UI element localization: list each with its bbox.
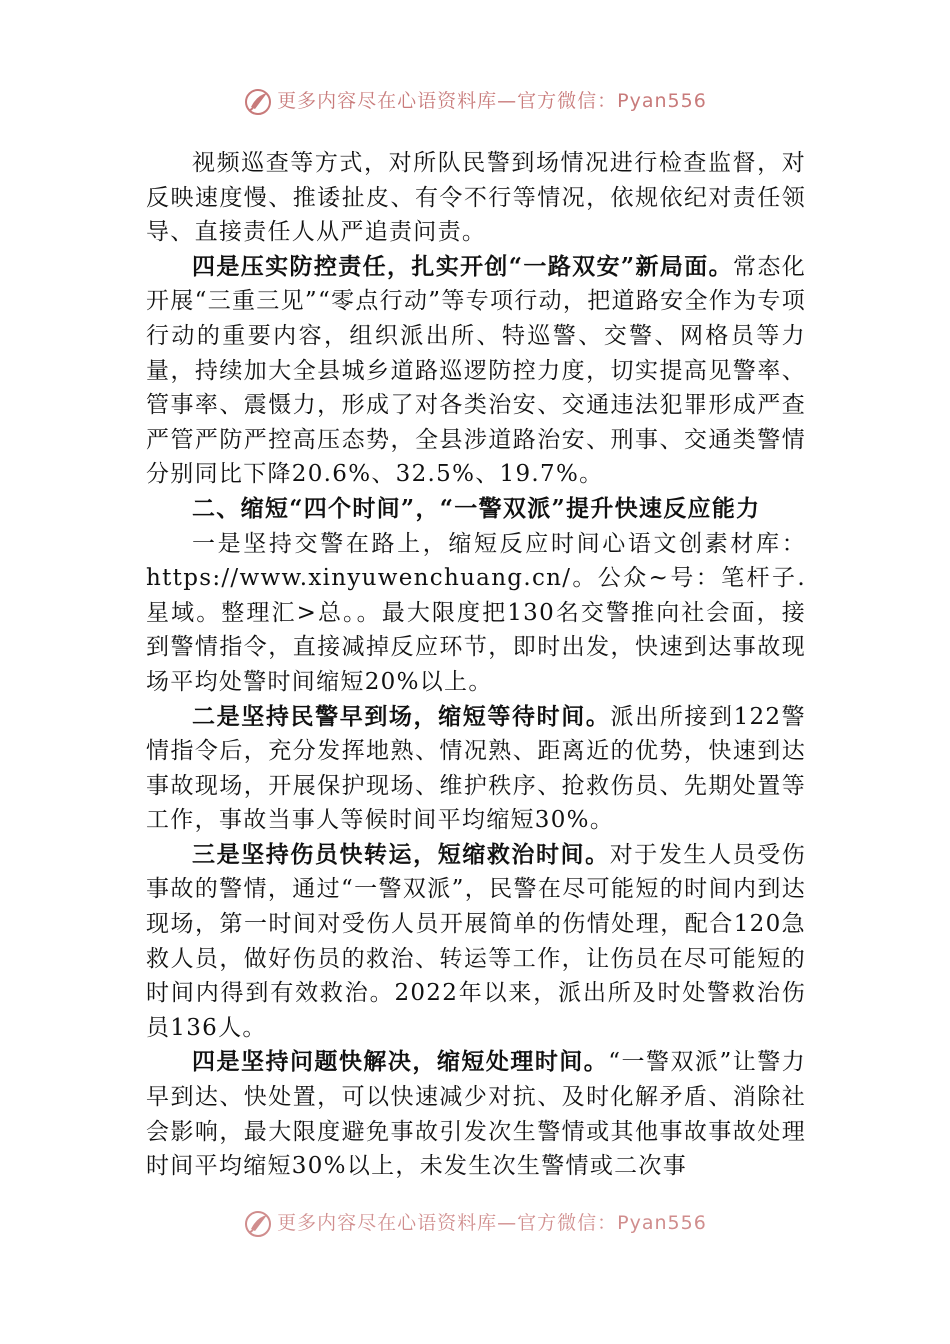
- watermark-text: 更多内容尽在心语资料库—官方微信：Pyan556: [277, 90, 707, 112]
- watermark-bottom: [0, 1208, 950, 1239]
- brush-logo-icon: [243, 87, 273, 117]
- paragraph-text: 派出所接到122警情指令后，充分发挥地熟、情况熟、距离近的优势，快速到达事故现场，开展保护现场、维护秩序、抢救伤员、先期处置等工作，事故当事人等候时间平均缩短30%。: [146, 703, 806, 834]
- paragraph-3: [146, 527, 806, 700]
- paragraph-text: “一警双派”让警力早到达、快处置，可以快速减少对抗、及时化解矛盾、消除社会影响，最大限度避免事故引发次生警情或其他事故事故处理时间平均缩短30%以上，未发生次生警情或二次事: [146, 1049, 806, 1180]
- paragraph-5: [146, 838, 806, 1046]
- paragraph-text: 常态化开展“三重三见”“零点行动”等专项行动，把道路安全作为专项行动的重要内容，组织派出所、特巡警、交警、网格员等力量，持续加大全县城乡道路巡逻防控力度，切实提高见警率、管事率、震慑力，形成了对各类治安、交通违法犯罪形成严查严管严防严控高压态势，全县涉道路治安、刑事、交通类警情分别同比下降20.6%、32.5%、19.7%。: [146, 253, 807, 488]
- watermark-text: 更多内容尽在心语资料库—官方微信：Pyan556: [277, 1212, 707, 1234]
- paragraph-lead: 三是坚持伤员快转运，短缩救治时间。: [192, 840, 610, 868]
- section-heading: 二、缩短“四个时间”，“一警双派”提升快速反应能力: [192, 494, 761, 522]
- paragraph-6: [146, 1045, 806, 1183]
- paragraph-lead: 四是压实防控责任，扎实开创“一路双安”新局面。: [192, 252, 733, 280]
- paragraph-text: 一是坚持交警在路上，缩短反应时间心语文创素材库：https://www.xinyuwenchuang.cn/。公众~号：笔杆子.星域。整理汇>总。。最大限度把130名交警推向社会面，接到警情指令，直接减掉反应环节，即时出发，快速到达事故现场平均处警时间缩短20%以上。: [146, 530, 806, 695]
- paragraph-text: 视频巡查等方式，对所队民警到场情况进行检查监督，对反映速度慢、推诿扯皮、有令不行等情况，依规依纪对责任领导、直接责任人从严追责问责。: [146, 150, 806, 246]
- paragraph-1: [146, 146, 806, 250]
- paragraph-text: 对于发生人员受伤事故的警情，通过“一警双派”，民警在尽可能短的时间内到达现场，第一时间对受伤人员开展简单的伤情处理，配合120急救人员，做好伤员的救治、转运等工作，让伤员在尽可能短的时间内得到有效救治。2022年以来，派出所及时处警救治伤员136人。: [146, 841, 806, 1041]
- paragraph-lead: 二是坚持民警早到场，缩短等待时间。: [192, 702, 611, 730]
- paragraph-lead: 四是坚持问题快解决，缩短处理时间。: [192, 1048, 609, 1076]
- brush-logo-icon: [243, 1209, 273, 1239]
- document-body: [146, 146, 806, 1184]
- watermark-top: [0, 86, 950, 117]
- paragraph-4: [146, 700, 806, 838]
- paragraph-2: [146, 250, 806, 492]
